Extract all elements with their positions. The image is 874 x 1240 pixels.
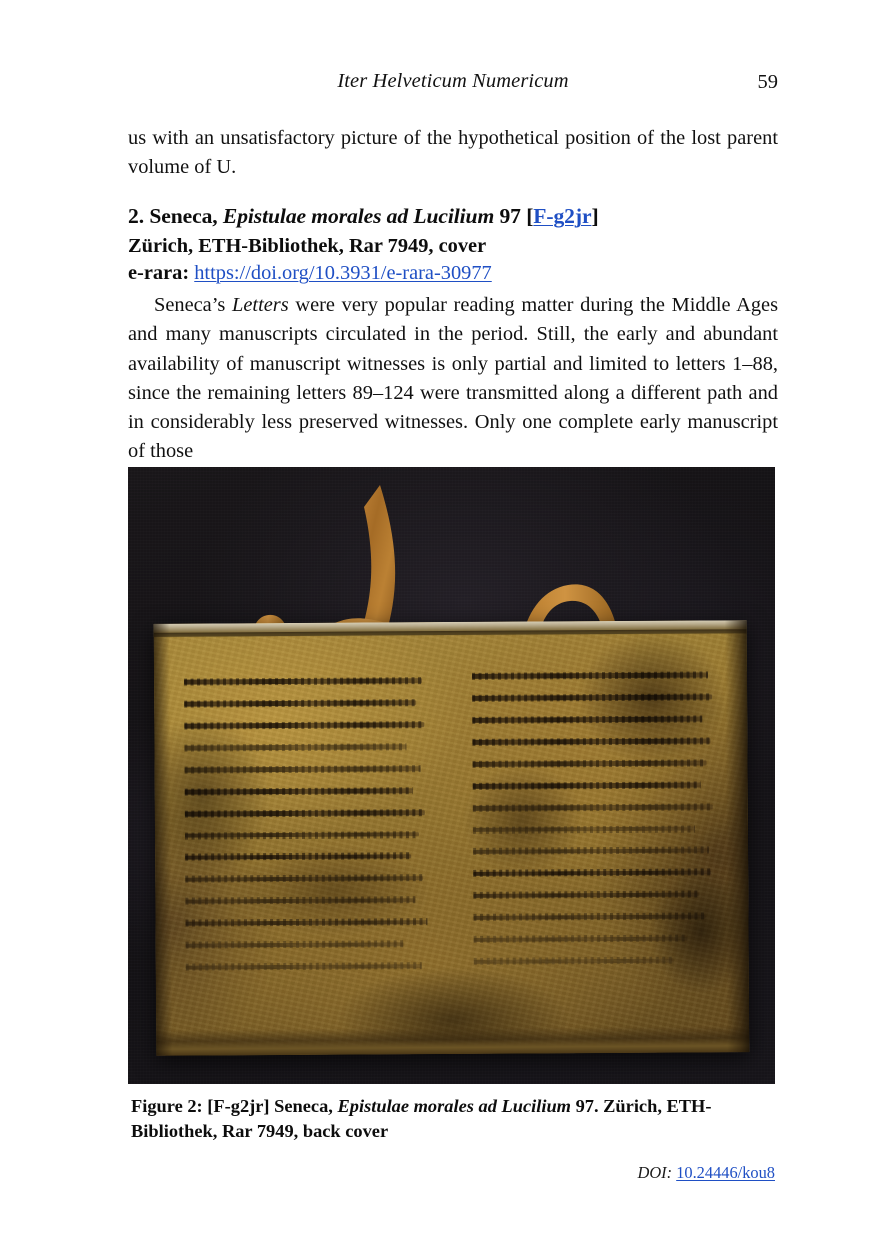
section-author: Seneca, <box>149 204 218 228</box>
parchment-staining <box>154 620 750 1056</box>
page-number: 59 <box>757 71 778 93</box>
section-work-title: Epistulae morales ad Lucilium <box>222 204 495 228</box>
doi-label: DOI: <box>637 1163 673 1182</box>
cover-right-edge <box>725 620 750 1052</box>
caption-suffix: 97. Zürich, ETH-Bibliothek, Rar 7949, back cover <box>131 1096 712 1141</box>
figure-caption <box>131 1094 751 1143</box>
sigil-bracket-close: ] <box>591 204 599 228</box>
cover-top-edge <box>154 620 747 637</box>
doi-link[interactable]: 10.24446/kou8 <box>676 1163 775 1182</box>
letters-title-italic: Letters <box>232 294 289 316</box>
erara-url-link[interactable]: https://doi.org/10.3931/e-rara-30977 <box>194 262 492 284</box>
section-heading <box>128 203 778 230</box>
caption-prefix: Figure 2: [F-g2jr] Seneca, <box>131 1096 338 1116</box>
running-head-title: Iter Helveticum Numericum <box>337 70 569 92</box>
sigil-bracket-open: [ <box>526 204 534 228</box>
running-head <box>128 70 778 96</box>
figure-2 <box>128 467 775 1084</box>
section-heading-block <box>128 203 778 286</box>
main-paragraph <box>128 291 778 467</box>
erara-line <box>128 260 778 286</box>
continued-paragraph: us with an unsatisfactory picture of the hypothetical position of the lost parent volume of U. <box>128 127 778 179</box>
sigil-link[interactable]: F-g2jr <box>533 204 592 228</box>
parchment-cover <box>154 620 750 1056</box>
doi-footer <box>637 1163 775 1183</box>
cover-left-edge <box>154 624 173 1056</box>
shelfmark-line: Zürich, ETH-Bibliothek, Rar 7949, cover <box>128 235 487 257</box>
cover-bottom-edge <box>156 1026 749 1056</box>
section-work-number: 97 <box>499 204 521 228</box>
paragraph-indent <box>128 294 154 316</box>
main-paragraph-part1: Seneca’s <box>154 294 233 316</box>
main-paragraph-part2: were very popular reading matter during the Middle Ages and many manuscripts circulated in the period. Still, the early and abundant availability of manuscript witnesses is only partial and limited to letters 1–88, since the remaining letters 89–124 were transmitted along a different path and in considerably less preserved witnesses. Only one complete early manuscript of those <box>128 294 779 463</box>
caption-work-title: Epistulae morales ad Lucilium <box>337 1096 571 1116</box>
section-number: 2. <box>128 204 144 228</box>
manuscript-cover-photograph <box>128 467 775 1084</box>
erara-label: e-rara: <box>128 262 190 284</box>
